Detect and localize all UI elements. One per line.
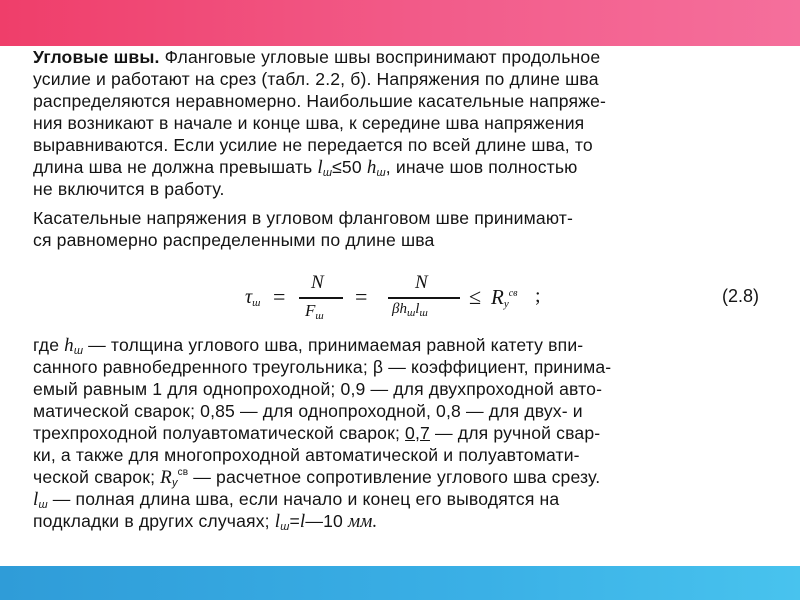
unit-mm: мм.: [348, 511, 378, 532]
text-span: Фланговые угловые швы воспринимают продольное: [159, 47, 601, 67]
text-line-7: не включится в работу.: [33, 179, 225, 199]
text-line-10: [33, 335, 583, 357]
subscript: у: [171, 477, 178, 489]
subscript: ш: [38, 499, 48, 511]
subscript: ш: [376, 167, 386, 179]
text-line-9: ся равномерно распределенными по длине шва: [33, 230, 435, 250]
text-line-15: ки, а также для многопроходной автоматической и полуавтомати-: [33, 445, 580, 465]
less-or-equal-sign: ≤: [469, 284, 482, 309]
formula-semicolon: ;: [535, 285, 541, 307]
text-span: , иначе шов полностью: [385, 157, 578, 177]
subscript: ш: [322, 167, 333, 179]
symbol-r: R: [160, 467, 172, 488]
tau-symbol: τ: [245, 286, 253, 308]
symbol-l: l: [33, 489, 39, 510]
fraction-bar: [388, 297, 460, 299]
text-span: =: [289, 511, 300, 531]
subscript: ш: [406, 307, 416, 319]
fraction-bar: [299, 297, 343, 299]
text-line-8: Касательные напряжения в угловом фланговом шве принимают-: [33, 208, 574, 228]
text-span: — расчетное сопротивление углового шва срезу.: [188, 467, 601, 487]
beta-h-symbols: βh: [392, 301, 407, 317]
symbol-h: h: [366, 157, 377, 178]
text-line-2: усилие и работают на срез (табл. 2.2, б). Напряжения по длине шва: [33, 69, 599, 89]
r-symbol: R: [491, 285, 504, 309]
text-span: где: [33, 335, 65, 355]
symbol-l: l: [274, 511, 281, 532]
text-span: —10: [305, 511, 348, 531]
equals-sign: =: [355, 284, 368, 309]
text-line-14: [33, 423, 600, 444]
text-span: — для ручной свар-: [429, 423, 601, 443]
text-line-4: ния возникают в начале и конце шва, к середине шва напряжения: [33, 113, 585, 133]
text-line-13: матической сварок; 0,85 — для однопроходной, 0,8 — для двух- и: [33, 401, 583, 421]
formula-tau: [245, 286, 260, 309]
text-span: ческой сварок;: [33, 467, 161, 487]
text-line-3: распределяются неравномерно. Наибольшие касательные напряже-: [33, 91, 607, 111]
top-color-band: [0, 0, 800, 46]
equals-sign: =: [273, 284, 286, 309]
superscript: св: [508, 288, 518, 299]
subscript: ш: [419, 307, 428, 319]
text-span: — толщина углового шва, принимаемая равной катету впи-: [83, 335, 584, 355]
scanned-page: [0, 46, 800, 566]
l-symbol: l: [415, 301, 420, 317]
subscript: ш: [73, 345, 84, 357]
text-span: подкладки в других случаях;: [33, 511, 275, 531]
text-span: трехпроходной полуавтоматической сварок;: [33, 423, 406, 443]
denominator-f: [305, 301, 324, 322]
resistance-r: [491, 285, 518, 310]
symbol-l: l: [299, 511, 306, 532]
f-symbol: F: [305, 301, 316, 320]
numerator-n: N: [415, 272, 428, 293]
symbol-l: l: [317, 157, 323, 178]
superscript: св: [177, 467, 189, 478]
text-line-11: санного равнобедренного треугольника; β — коэффициент, принима-: [33, 357, 612, 377]
text-line-1: [33, 47, 600, 68]
text-line-17: [33, 489, 559, 511]
text-span: ≤50: [332, 157, 367, 177]
numerator-n: N: [311, 272, 324, 293]
denominator-beta-h-l: [392, 301, 428, 319]
text-line-16: [33, 467, 600, 489]
text-span: длина шва не должна превышать: [33, 157, 318, 177]
subscript: ш: [252, 297, 261, 309]
equation-number: (2.8): [722, 286, 760, 306]
symbol-h: h: [64, 335, 74, 356]
bottom-color-band: [0, 566, 800, 600]
subscript: ш: [315, 310, 324, 322]
underlined-value: 0,7: [405, 423, 430, 443]
text-span: — полная длина шва, если начало и конец его выводятся на: [47, 489, 560, 509]
subscript: у: [503, 298, 509, 310]
subscript: ш: [280, 521, 290, 533]
text-line-6: [33, 157, 578, 179]
section-heading: Угловые швы.: [33, 47, 160, 67]
text-line-12: емый равным 1 для однопроходной; 0,9 — для двухпроходной авто-: [33, 379, 603, 399]
text-line-18: [33, 511, 377, 533]
text-line-5: выравниваются. Если усилие не передается по всей длине шва, то: [33, 135, 593, 155]
